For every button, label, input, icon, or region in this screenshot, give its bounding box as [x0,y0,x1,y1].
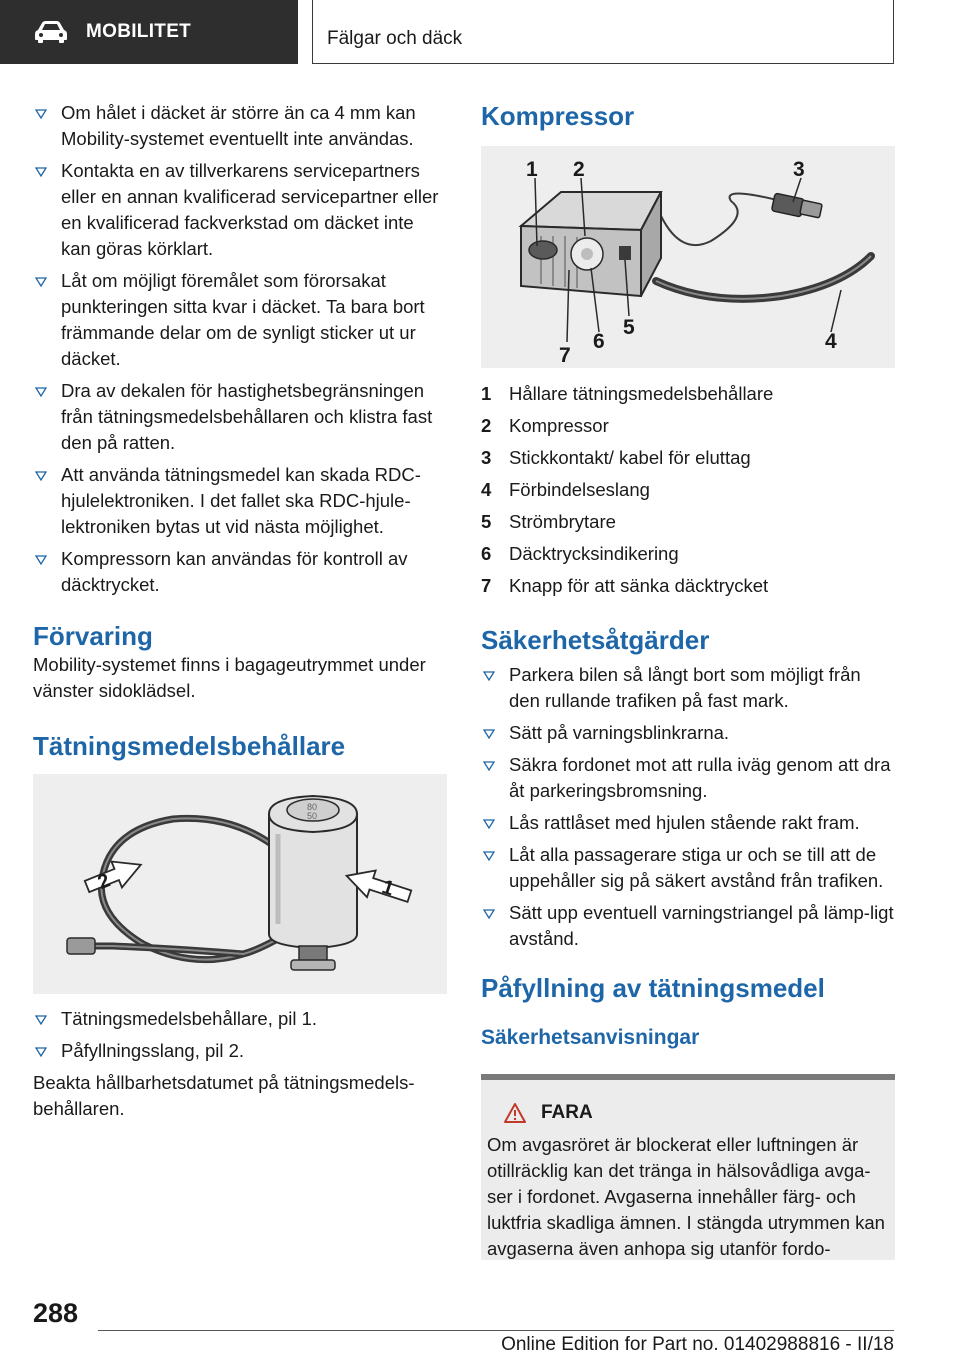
chapter-title: Fälgar och däck [327,28,463,49]
bullet-triangle-icon [35,1047,47,1057]
bullet-triangle-icon [35,277,47,287]
figure-label-6: 6 [593,330,605,353]
list-item: Kontakta en av tillverkarens servicepartners eller en annan kvalificerad servicepartner eller en kvalificerad fackverkstad om däcket inte kan göras körklart. [33,158,447,262]
legend-item: 3 Stickkontakt/ kabel för eluttag [481,447,751,468]
legend-item: 4 Förbindelseslang [481,479,650,500]
list-item: Om hålet i däcket är större än ca 4 mm kan Mobility-systemet eventuellt inte användas. [33,100,447,152]
footer-divider [98,1330,894,1331]
section-label: MOBILITET [86,21,192,42]
section-tab [0,0,298,64]
sealant-container-figure [33,774,447,994]
bullet-triangle-icon [483,819,495,829]
safety-notes-heading: Säkerhetsanvisningar [481,1026,700,1049]
car-icon [34,20,68,44]
container-note: Beakta hållbarhetsdatumet på tätningsmedels-behållaren. [33,1072,415,1119]
arrow-label-2: 2 [94,869,114,895]
safety-heading: Säkerhetsåtgärder [481,625,710,655]
legend-item: 2 Kompressor [481,415,609,436]
figure-label-1: 1 [526,158,538,181]
compressor-figure [481,146,895,368]
figure-label-3: 3 [793,158,805,181]
edition-text: Online Edition for Part no. 01402988816 - II/18 [501,1334,894,1355]
legend-item: 7 Knapp för att sänka däcktrycket [481,575,769,596]
figure-label-5: 5 [623,316,635,339]
bullet-triangle-icon [483,909,495,919]
warning-triangle-icon [503,1102,527,1124]
bullet-triangle-icon [483,729,495,739]
list-item: Dra av dekalen för hastighetsbegränsningen från tätningsmedelsbehållaren och klistra fast den på ratten. [33,378,447,456]
sealant-container-illustration [33,774,447,994]
bullet-list-container [33,1006,447,1064]
list-item: Sätt på varningsblinkrarna. [481,720,895,746]
dial-text-top: 80 [307,802,318,812]
bullet-triangle-icon [35,555,47,565]
compressor-heading: Kompressor [481,101,635,131]
list-item: Säkra fordonet mot att rulla iväg genom att dra åt parkeringsbromsning. [481,752,895,804]
compressor-legend [481,378,895,602]
list-item: Att använda tätningsmedel kan skada RDC-hjulelektroniken. I det fallet ska RDC-hjule-lektroniken bytas ut vid nästa möjlighet. [33,462,447,540]
list-item: Tätningsmedelsbehållare, pil 1. [33,1006,447,1032]
warning-text: Om avgasröret är blockerat eller luftningen är otillräcklig kan det tränga in hälsovådliga avga-ser i fordonet. Avgaserna innehåller färg- och luktfria skadliga ämnen. I stängda utrymmen kan avgaserna även anhopa sig utanför fordo- [487,1134,885,1259]
list-item: Låt om möjligt föremålet som förorsakat punkteringen sitta kvar i däcket. Ta bara bort främmande delar om de synligt sticker ut ur däcket. [33,268,447,372]
bullet-triangle-icon [483,761,495,771]
bullet-triangle-icon [483,671,495,681]
list-item: Lås rattlåset med hjulen stående rakt fram. [481,810,895,836]
list-item: Parkera bilen så långt bort som möjligt från den rullande trafiken på fast mark. [481,662,895,714]
storage-text: Mobility-systemet finns i bagageutrymmet under vänster sidoklädsel. [33,654,426,701]
bullet-triangle-icon [35,471,47,481]
legend-item: 1 Hållare tätningsmedelsbehållare [481,383,774,404]
bullet-list-safety [481,662,895,952]
storage-heading: Förvaring [33,621,153,651]
bullet-list-top [33,100,447,598]
list-item: Kompressorn kan användas för kontroll av däcktrycket. [33,546,447,598]
legend-item: 5 Strömbrytare [481,511,616,532]
list-item: Låt alla passagerare stiga ur och se till att de uppehåller sig på säkert avstånd från trafiken. [481,842,895,894]
legend-item: 6 Däcktrycksindikering [481,543,679,564]
figure-label-7: 7 [559,344,571,367]
right-column [481,100,895,1260]
left-column [33,100,447,1122]
bullet-triangle-icon [35,387,47,397]
dial-text-bottom: 50 [307,811,318,821]
filling-heading: Påfyllning av tätningsmedel [481,973,825,1003]
warning-header [503,1102,885,1124]
page-number: 288 [33,1298,79,1328]
chapter-header [312,0,894,64]
list-item: Sätt upp eventuell varningstriangel på lämp-ligt avstånd. [481,900,895,952]
bullet-triangle-icon [35,109,47,119]
figure-label-4: 4 [825,330,837,353]
bullet-triangle-icon [35,1015,47,1025]
compressor-illustration [481,146,895,368]
figure-label-2: 2 [573,158,585,181]
danger-warning-box [481,1074,895,1260]
list-item: Påfyllningsslang, pil 2. [33,1038,447,1064]
bullet-triangle-icon [483,851,495,861]
container-heading: Tätningsmedelsbehållare [33,731,346,761]
bullet-triangle-icon [35,167,47,177]
warning-label: FARA [541,1102,593,1123]
arrow-label-1: 1 [379,875,397,901]
